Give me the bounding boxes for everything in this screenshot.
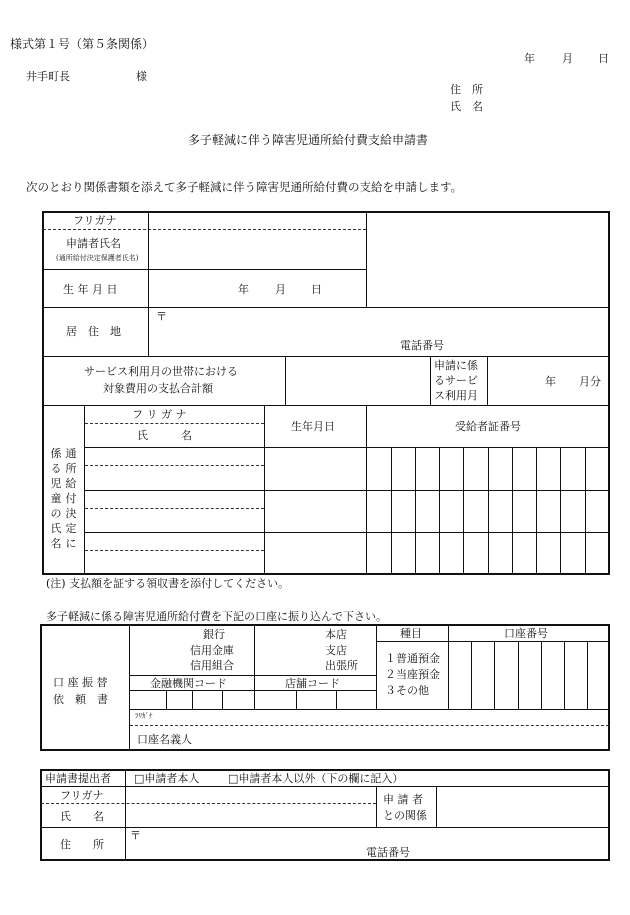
divider	[377, 641, 609, 642]
branch-shucchojo: 出張所	[325, 659, 358, 672]
divider	[43, 405, 609, 406]
submitter-option-self[interactable]: □申請者本人	[134, 772, 200, 785]
divider	[391, 447, 392, 574]
divider	[487, 356, 488, 405]
branch-honten: 本店	[325, 628, 347, 641]
child-name-header: 氏 名	[137, 429, 192, 442]
relation-label-2: との関係	[383, 809, 427, 822]
bank-shinkin: 信用金庫	[190, 644, 234, 657]
divider	[85, 532, 609, 533]
divider	[336, 690, 337, 709]
holder-label: 口座名義人	[137, 733, 192, 746]
honorific: 様	[136, 70, 147, 83]
divider	[512, 447, 513, 574]
divider	[585, 447, 586, 574]
divider	[285, 356, 286, 405]
divider	[222, 690, 223, 709]
submitter-address-label: 住 所	[60, 838, 104, 851]
divider	[439, 447, 440, 574]
account-type-header: 種目	[400, 627, 422, 640]
receipt-note: (注) 支払額を証する領収書を添付してください。	[46, 577, 290, 590]
branch-shiten: 支店	[325, 644, 347, 657]
divider	[463, 447, 464, 574]
submitter-name-label: 氏 名	[60, 810, 104, 823]
date-day-label: 日	[598, 52, 609, 65]
date-month-label: 月	[562, 52, 573, 65]
divider	[494, 641, 495, 709]
divider	[436, 787, 437, 827]
children-vertical-label-b: 通所給付決定に	[65, 447, 77, 550]
date-year-label: 年	[524, 52, 535, 65]
divider	[85, 490, 609, 491]
divider	[85, 447, 609, 448]
submitter-postal-mark: 〒	[130, 829, 141, 842]
divider	[85, 508, 264, 509]
divider	[560, 447, 561, 574]
institution-code-label: 金融機関コード	[150, 677, 227, 690]
applied-month-label-1: 申請に係	[434, 359, 478, 372]
account-type-1: １普通預金	[385, 652, 440, 665]
divider	[376, 787, 377, 827]
divider	[296, 690, 297, 709]
bank-intro: 多子軽減に係る障害児通所給付費を下記の口座に振り込んで下さい。	[46, 610, 387, 623]
divider	[564, 641, 565, 709]
divider	[43, 229, 366, 230]
relation-label-1: 申 請 者	[383, 793, 423, 806]
postal-mark: 〒	[156, 310, 167, 323]
divider	[471, 641, 472, 709]
divider	[587, 641, 588, 709]
bank-kumiai: 信用組合	[190, 659, 234, 672]
submitter-furigana-label: フリガナ	[60, 789, 104, 802]
name-label: 氏 名	[450, 100, 483, 113]
divider	[448, 625, 449, 709]
applied-month-label-2: るサービ	[434, 374, 478, 387]
account-type-3: ３その他	[385, 684, 429, 697]
divider	[125, 770, 126, 860]
applicant-furigana-label: フリガナ	[73, 214, 117, 227]
divider	[518, 641, 519, 709]
intro-text: 次のとおり関係書類を添えて多子軽減に伴う障害児通所給付費の支給を申請します。	[26, 180, 463, 194]
birth-label: 生 年 月 日	[63, 283, 118, 296]
divider	[488, 447, 489, 574]
holder-furigana-label: ﾌﾘｶﾞﾅ	[135, 712, 153, 720]
divider	[192, 690, 193, 709]
applied-year: 年	[545, 375, 556, 388]
divider	[430, 356, 431, 405]
divider	[41, 786, 609, 787]
divider	[43, 269, 366, 270]
addressee: 井手町長	[26, 70, 70, 83]
bank-label-2: 依 頼 書	[53, 693, 108, 706]
divider	[129, 625, 130, 750]
submitter-phone-label: 電話番号	[366, 846, 410, 859]
child-birth-header: 生年月日	[291, 420, 335, 433]
applicant-name-label: 申請者氏名	[66, 237, 121, 250]
birth-day: 日	[311, 283, 322, 296]
submitter-option-other[interactable]: □申請者本人以外（下の欄に記入）	[228, 772, 404, 785]
applied-month: 月分	[579, 375, 601, 388]
service-label-1: サービス利用月の世帯における	[84, 365, 238, 378]
account-number-header: 口座番号	[504, 627, 548, 640]
divider	[166, 690, 167, 709]
birth-month: 月	[275, 283, 286, 296]
divider	[85, 465, 264, 466]
divider	[130, 675, 376, 676]
bank-label-1: 口 座 振 替	[53, 676, 108, 689]
form-number: 様式第１号（第５条関係）	[10, 37, 155, 51]
applicant-name-sub: (通所給付決定保護者氏名)	[56, 254, 139, 262]
divider	[130, 709, 609, 710]
birth-year: 年	[238, 283, 249, 296]
divider	[541, 641, 542, 709]
divider	[415, 447, 416, 574]
divider	[43, 356, 609, 357]
address-label: 住 所	[450, 83, 483, 96]
divider	[376, 625, 377, 709]
child-cert-header: 受給者証番号	[455, 420, 521, 433]
divider	[254, 625, 255, 709]
divider	[41, 803, 376, 804]
child-furigana-header: フ リ ガ ナ	[132, 408, 187, 421]
bank-ginko: 銀行	[203, 628, 225, 641]
divider	[43, 307, 609, 308]
phone-label: 電話番号	[400, 339, 444, 352]
submitter-label: 申請書提出者	[45, 772, 111, 785]
divider	[366, 212, 367, 307]
divider	[41, 827, 609, 828]
divider	[130, 725, 609, 726]
service-label-2: 対象費用の支払合計額	[103, 382, 213, 395]
children-vertical-label-a: 係る児童の氏名	[50, 447, 62, 550]
branch-code-label: 店舗コード	[285, 677, 340, 690]
applied-month-label-3: ス利用月	[434, 389, 478, 402]
residence-label: 居 住 地	[66, 325, 121, 338]
account-type-2: ２当座預金	[385, 668, 440, 681]
divider	[85, 550, 264, 551]
divider	[85, 423, 264, 424]
page-title: 多子軽減に伴う障害児通所給付費支給申請書	[188, 133, 429, 147]
divider	[148, 212, 149, 356]
divider	[536, 447, 537, 574]
